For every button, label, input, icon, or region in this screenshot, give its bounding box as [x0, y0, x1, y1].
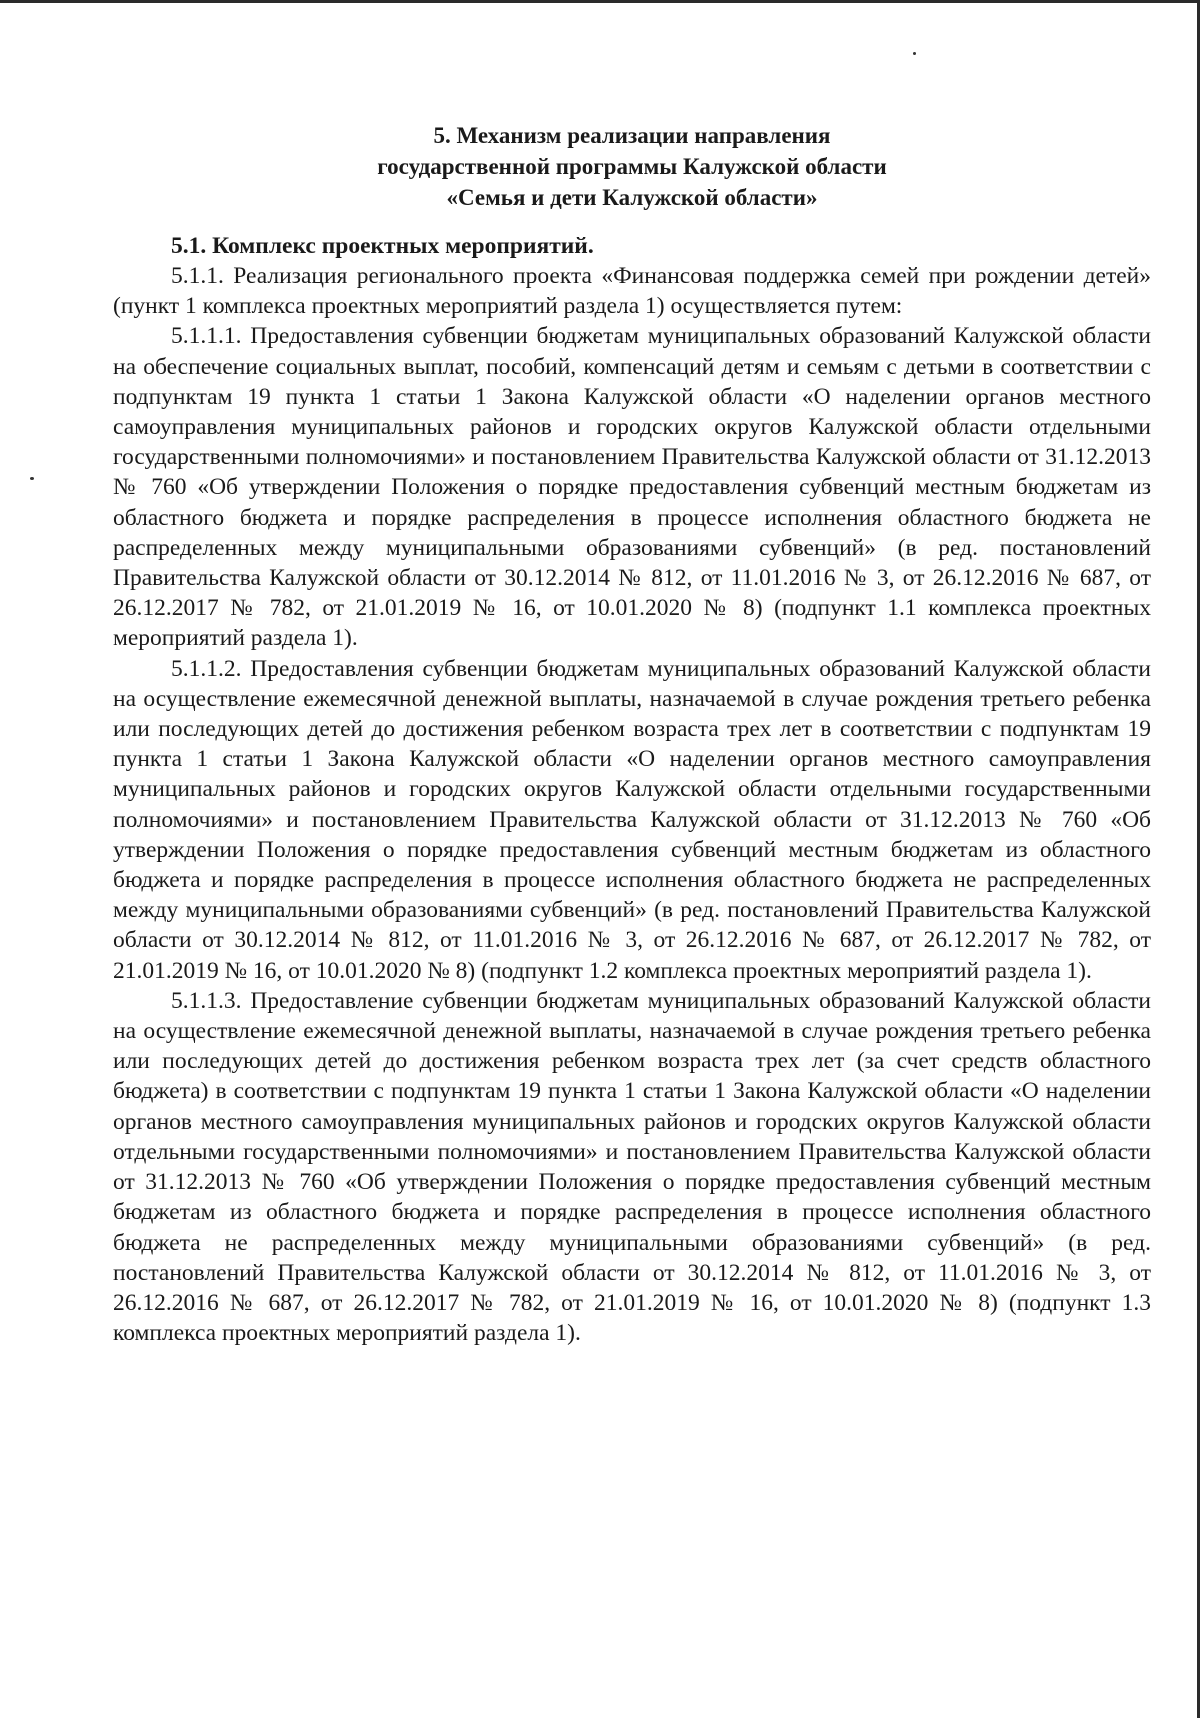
subsection-heading: 5.1. Комплекс проектных мероприятий. — [171, 233, 594, 259]
scan-speck — [30, 477, 34, 480]
section-title-line: государственной программы Калужской области — [377, 154, 887, 179]
section-title-line: «Семья и дети Калужской области» — [446, 185, 818, 210]
scan-edge-top — [0, 0, 1200, 3]
paragraph-5-1-1-1: 5.1.1.1. Предоставления субвенции бюджетам муниципальных образований Калужской области на обеспечение социальных выплат, пособий, компенсаций детям и семьям с детьми в соответствии с подпунктам 19 пункта 1 статьи 1 Закона Калужской области «О наделении органов местного самоуправления муниципальных районов и городских округов Калужской области отдельными государственными полномочиями» и постановлением Правительства Калужской области от 31.12.2013 № 760 «Об утверждении Положения о порядке предоставления субвенций местным бюджетам из областного бюджета и порядке распределения в процессе исполнения областного бюджета не распределенных между муниципальными образованиями субвенций» (в ред. постановлений Правительства Калужской области от 30.12.2014 № 812, от 11.01.2016 № 3, от 26.12.2016 № 687, от 26.12.2017 № 782, от 21.01.2019 № 16, от 10.01.2020 № 8) (подпункт 1.1 комплекса проектных мероприятий раздела 1). — [113, 323, 1151, 652]
section-title-line: 5. Механизм реализации направления — [433, 123, 831, 148]
paragraph-5-1-1-3: 5.1.1.3. Предоставление субвенции бюджетам муниципальных образований Калужской области на осуществление ежемесячной денежной выплаты, назначаемой в случае рождения третьего ребенка или последующих детей до достижения ребенком возраста трех лет (за счет средств областного бюджета) в соответствии с подпунктам 19 пункта 1 статьи 1 Закона Калужской области «О наделении органов местного самоуправления муниципальных районов и городских округов Калужской области отдельными государственными полномочиями» и постановлением Правительства Калужской области от 31.12.2013 № 760 «Об утверждении Положения о порядке предоставления субвенций местным бюджетам из областного бюджета и порядке распределения в процессе исполнения областного бюджета не распределенных между муниципальными образованиями субвенций» (в ред. постановлений Правительства Калужской области от 30.12.2014 № 812, от 11.01.2016 № 3, от 26.12.2016 № 687, от 26.12.2017 № 782, от 21.01.2019 № 16, от 10.01.2020 № 8) (подпункт 1.3 комплекса проектных мероприятий раздела 1). — [113, 987, 1151, 1347]
document-body — [113, 120, 1151, 1348]
section-title — [113, 120, 1151, 213]
paragraph-5-1-1-2: 5.1.1.2. Предоставления субвенции бюджетам муниципальных образований Калужской области на осуществление ежемесячной денежной выплаты, назначаемой в случае рождения третьего ребенка или последующих детей до достижения ребенком возраста трех лет в соответствии с подпунктам 19 пункта 1 статьи 1 Закона Калужской области «О наделении органов местного самоуправления муниципальных районов и городских округов Калужской области отдельными государственными полномочиями» и постановлением Правительства Калужской области от 31.12.2013 № 760 «Об утверждении Положения о порядке предоставления субвенций местным бюджетам из областного бюджета и порядке распределения в процессе исполнения областного бюджета не распределенных между муниципальными образованиями субвенций» (в ред. постановлений Правительства Калужской области от 30.12.2014 № 812, от 11.01.2016 № 3, от 26.12.2016 № 687, от 26.12.2017 № 782, от 21.01.2019 № 16, от 10.01.2020 № 8) (подпункт 1.2 комплекса проектных мероприятий раздела 1). — [113, 655, 1151, 984]
paragraph-5-1-1: 5.1.1. Реализация регионального проекта «Финансовая поддержка семей при рождении детей» (пункт 1 комплекса проектных мероприятий раздела 1) осуществляется путем: — [113, 263, 1151, 320]
scan-speck — [913, 52, 916, 55]
